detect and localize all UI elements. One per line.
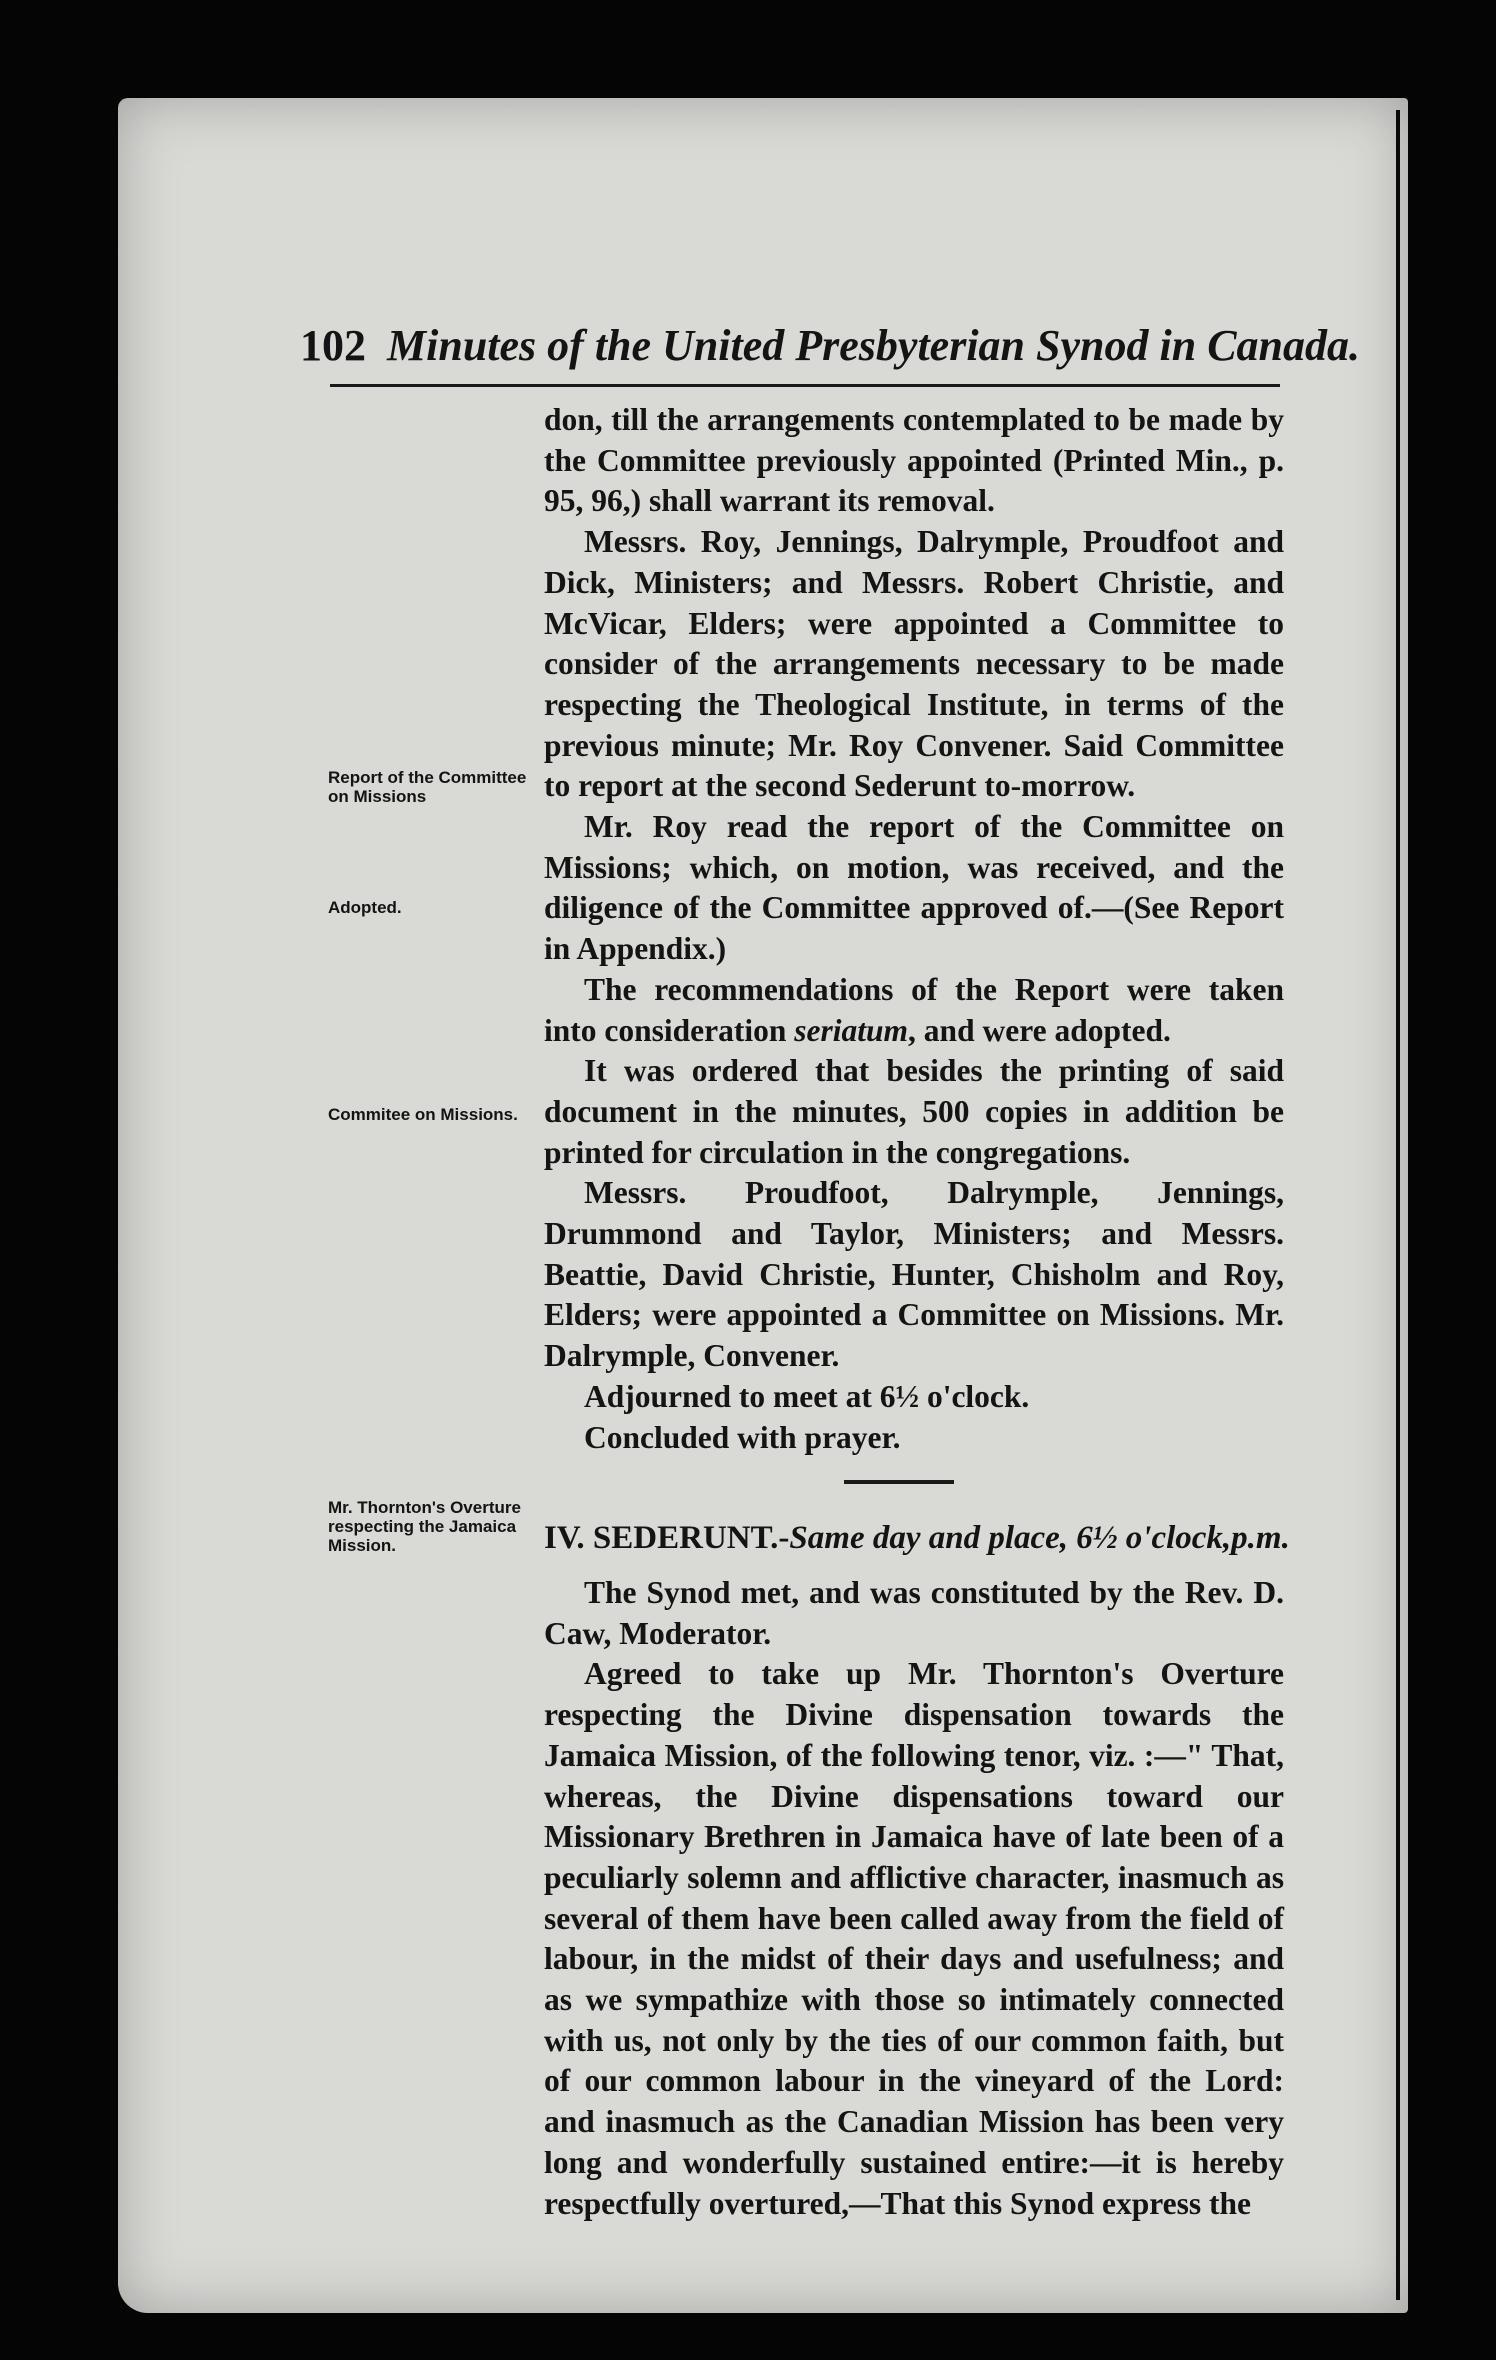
main-text xyxy=(544,400,1290,2224)
running-head-title: Minutes of the United Presbyterian Synod in Canada. xyxy=(387,321,1361,370)
paragraph-overture: Agreed to take up Mr. Thornton's Overture respecting the Divine dispensation towards the Jamaica Mission, of the following tenor, viz. :—" That, whereas, the Divine dispensations toward our Missionary Brethren in Jamaica have of late been of a peculiarly solemn and afflictive character, inasmuch as several of them have been called away from the field of labour, in the midst of their days and usefulness; and as we sympathize with those so intimately connected with us, not only by the ties of our common faith, but of our common labour in the vineyard of the Lord: and inasmuch as the Canadian Mission has been very long and wonderfully sustained entire:—it is hereby respectfully overtured,—That this Synod express the xyxy=(544,1656,1284,2221)
seriatum-word: seriatum xyxy=(794,1012,909,1048)
paragraph-continuation: don, till the arrangements contemplated to be made by the Committee previously appointed (Printed Min., p. 95, 96,) shall warrant its removal. xyxy=(544,402,1284,519)
running-head xyxy=(300,320,1361,371)
sederunt-detail: Same day and place, 6½ o'clock,p.m. xyxy=(789,1520,1290,1557)
paragraph-synod-met: The Synod met, and was constituted by the Rev. D. Caw, Moderator. xyxy=(544,1574,1284,1651)
recommendations-text: The recommendations of the Report were taken into consideration xyxy=(544,971,1284,1048)
paragraph-printing-order: It was ordered that besides the printing of said document in the minutes, 500 copies in addition be printed for circulation in the congregations. xyxy=(544,1053,1284,1170)
page-edge-line xyxy=(1396,110,1400,2300)
sederunt-label: IV. SEDERUNT.- xyxy=(544,1520,790,1557)
sederunt-heading xyxy=(544,1518,1290,1559)
margin-note-adopted: Adopted. xyxy=(328,898,402,917)
margin-note-overture: Mr. Thornton's Overture respecting the Jamaica Mission. xyxy=(328,1498,521,1555)
paragraph-adjourned: Adjourned to meet at 6½ o'clock. xyxy=(584,1378,1030,1414)
paragraph-report-missions: Mr. Roy read the report of the Committee on Missions; which, on motion, was received, and the diligence of the Committee approved of.—(See Report in Appendix.) xyxy=(544,809,1284,967)
margin-note-committee: Commitee on Missions. xyxy=(328,1105,518,1124)
recommendations-end: , and were adopted. xyxy=(908,1012,1171,1048)
paragraph-recommendations xyxy=(544,970,1284,1051)
paragraph-committee-theological: Messrs. Roy, Jennings, Dalrymple, Proudfoot and Dick, Ministers; and Messrs. Robert Christie, and McVicar, Elders; were appointed a Committee to consider of the arrangements necessary to be made respecting the Theological Institute, in terms of the previous minute; Mr. Roy Convener. Said Committee to report at the second Sederunt to-morrow. xyxy=(544,524,1284,804)
section-rule xyxy=(844,1480,954,1484)
paragraph-committee-missions: Messrs. Proudfoot, Dalrymple, Jennings, Drummond and Taylor, Ministers; and Messrs. Beattie, David Christie, Hunter, Chisholm and Roy, Elders; were appointed a Committee on Missions. Mr. Dalrymple, Convener. xyxy=(544,1175,1284,1374)
header-rule xyxy=(330,384,1280,387)
page-number: 102 xyxy=(300,321,366,370)
margin-note-report: Report of the Committee on Missions xyxy=(328,768,527,806)
paragraph-concluded: Concluded with prayer. xyxy=(584,1419,901,1455)
